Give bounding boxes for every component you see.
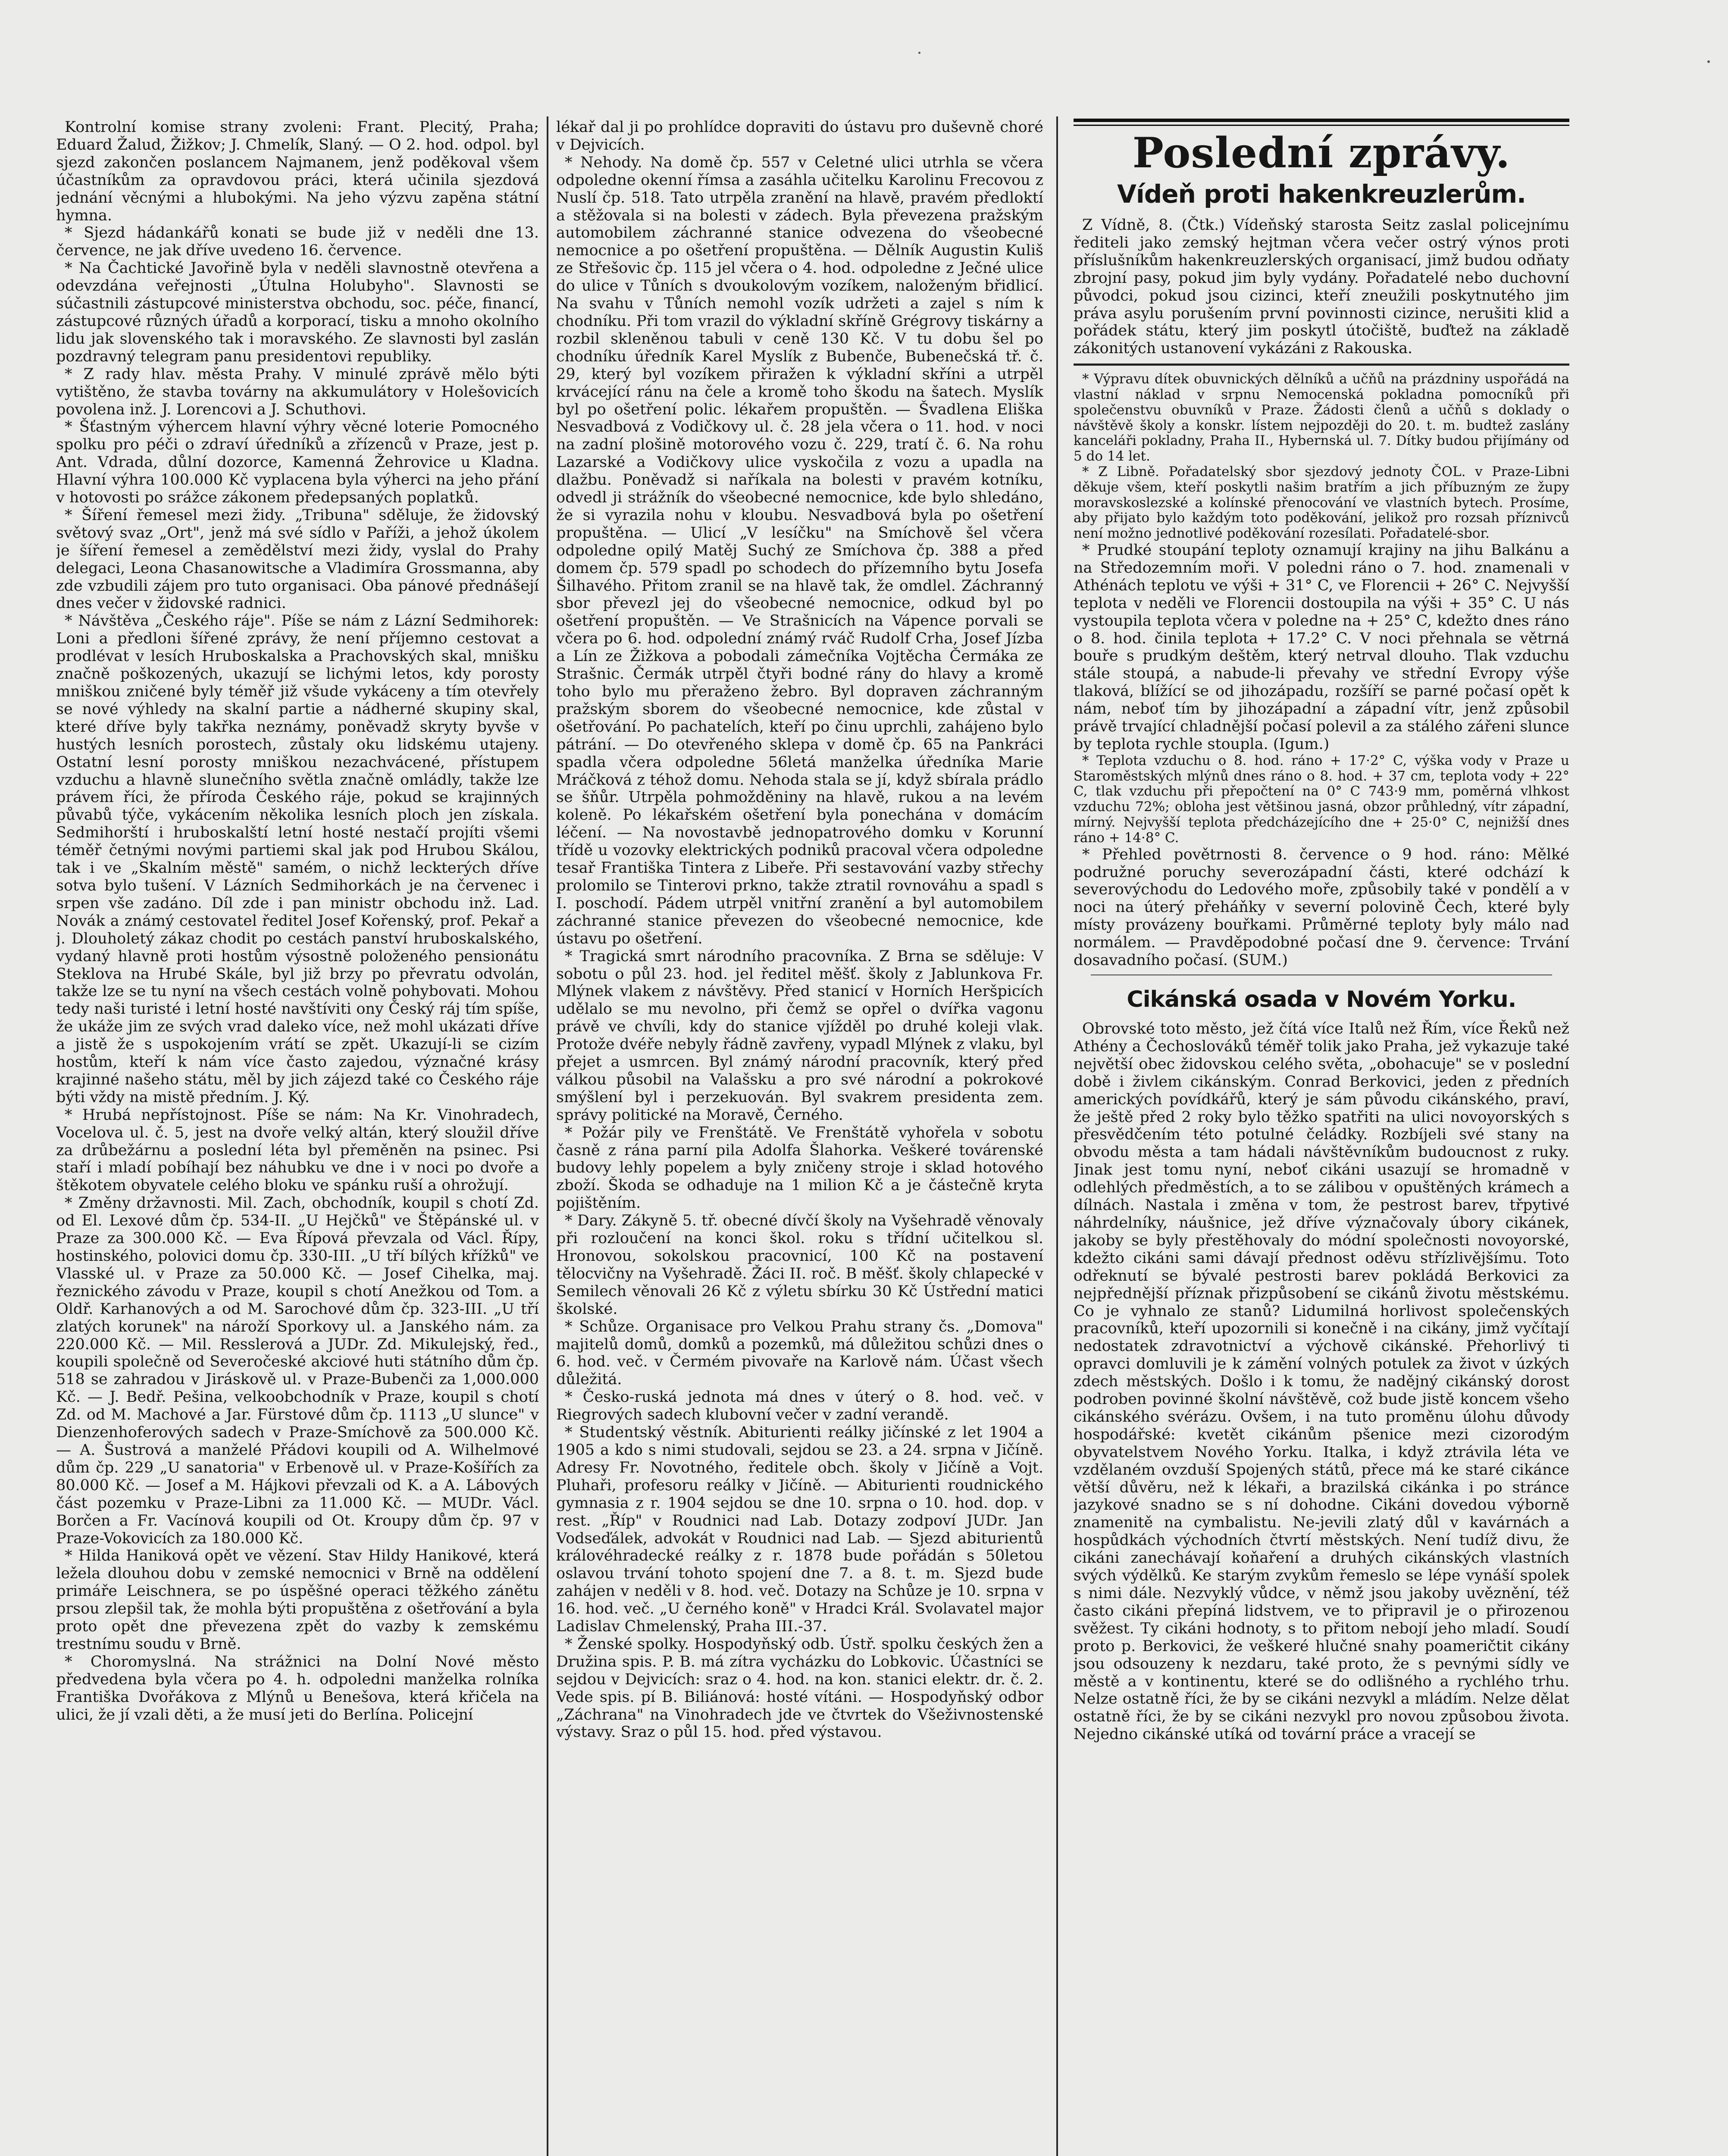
article-continued: lékař dal ji po prohlídce dopraviti do ústavu pro duševně choré v Dejvicích. bbox=[556, 119, 1043, 154]
banner-rule-thin bbox=[1074, 125, 1569, 126]
column-1 bbox=[56, 119, 539, 2156]
article-studentsky-vestnik: * Studentský věstník. Abiturienti reálky jičínské z let 1904 a 1905 a kdo s nimi studovali, sejdou se 23. a 24. srpna v Jičíně. Adresy Fr. Novotného, ředitele obch. školy v Jičíně a Vojt. Pluhaři, profesoru reálky v Jičíně. — Abiturienti roudnického gymnasia z r. 1904 sejdou se dne 10. srpna o 10. hod. dop. v rest. „Říp" v Roudnici nad Lab. Dotazy zodpoví JUDr. Jan Vodseďálek, advokát v Roudnici nad Lab. — Sjezd abiturientů královéhradecké reálky z r. 1878 bude pořádán s 50letou oslavou trvání tohoto spojení dne 7. a 8. t. m. Sjezd bude zahájen v neděli v 8. hod. več. Dotazy na Schůze je 10. srpna v 16. hod. več. „U černého koně" v Hradci Král. Svolavatel major Ladislav Chmelenský, Praha III.-37. bbox=[556, 1424, 1043, 1636]
article-hruba-neprístojnost: * Hrubá nepřístojnost. Píše se nám: Na Kr. Vinohradech, Vocelova ul. č. 5, jest na dvoře velký altán, který sloužil dříve za drůbežárnu a poslední léta byl přeměněn na psinec. Psi staří i mladí pobíhají bez náhubku ve dne i v noci po dvoře a štěkotem obyvatele celého bloku ve spánku ruší a ohrožují. bbox=[56, 1106, 539, 1194]
article-dary: * Dary. Zákyně 5. tř. obecné dívčí školy na Vyšehradě věnovaly při rozloučení na konci škol. roku s třídní učitelkou sl. Hronovou, sokolskou pracovnicí, 100 Kč na postavení tělocvičny na Vyšehradě. Žáci II. roč. B měšť. školy chlapecké v Semilech věnovali 26 Kč z výletu sbírku 30 Kč Ústřední matici školské. bbox=[556, 1212, 1043, 1318]
article-stastny-vyherce: * Šťastným výhercem hlavní výhry věcné loterie Pomocného spolku pro péči o zdraví úředníků a zřízenců v Praze, jest p. Ant. Vdrada, důlní dozorce, Kamenná Žehrovice u Kladna. Hlavní výhra 100.000 Kč vyplacena byla výherci na jeho přání v hotovosti po srážce zákonem předepsaných poplatků. bbox=[56, 418, 539, 507]
article-cachticke-javorine: * Na Čachtické Javořině byla v neděli slavnostně otevřena a odevzdána veřejnosti „Útulna Holubyho". Slavnosti se súčastnili zástupcové ministerstva obchodu, soc. péče, financí, zástupcové různých úřadů a korporací, tisku a mnoho okolního lidu jak slovenského tak i moravského. Ze slavnosti byl zaslán pozdravný telegram panu presidentovi republiky. bbox=[56, 260, 539, 365]
article-choromyslna: * Choromyslná. Na strážnici na Dolní Nové město předvedena byla včera po 4. h. odpoledni manželka rolníka Františka Dvořákova z Mlýnů u Benešova, která křičela na ulici, že jí vzali děti, a že musí jeti do Berlína. Policejní bbox=[56, 1653, 539, 1724]
article-cesko-ruska: * Česko-ruská jednota má dnes v úterý o 8. hod. več. v Riegrových sadech klubovní večer v zadní verandě. bbox=[556, 1388, 1043, 1424]
article-zmeny-drzebnosti: * Změny državnosti. Mil. Zach, obchodník, koupil s chotí Zd. od El. Lexové dům čp. 534-II. „U Hejčků" ve Štěpánské ul. v Praze za 300.000 Kč. — Eva Řípová převzala od Václ. Řípy, hostinského, polovici domu čp. 330-III. „U tří bílých křížků" ve Vlasské ul. v Praze za 50.000 Kč. — Josef Cihelka, maj. řeznického závodu v Praze, koupil s chotí Anežkou od Tom. a Oldř. Karhanových a od M. Sarochové dům čp. 323-III. „U tří zlatých korunek" na nároží Sporkovy ul. a Janského nám. za 220.000 Kč. — Mil. Resslerová a JUDr. Zd. Mikulejský, řed., koupili společně od Severočeské akciové huti státního dům čp. 518 se zahradou v Jiráskově ul. v Praze-Bubenči za 1,000.000 Kč. — J. Bedř. Pešina, velkoobchodník v Praze, koupil s chotí Zd. od M. Machové a Jar. Fürstové dům čp. 1113 „U slunce" v Dienzenhoferových sadech v Praze-Smíchově za 500.000 Kč. — A. Šustrová a manželé Přádovi koupili od A. Wilhelmové dům čp. 229 „U sanatoria" v Erbenově ul. v Praze-Košířích za 80.000 Kč. — Josef a M. Hájkovi převzali od K. a A. Lábových část pozemku v Praze-Libni za 11.000 Kč. — MUDr. Václ. Borčen a Fr. Vacínová koupili od Ot. Kroupy dům čp. 97 v Praze-Vokovicích za 180.000 Kč. bbox=[56, 1194, 539, 1547]
article-kontrolni-komise: Kontrolní komise strany zvoleni: Frant. Plecitý, Praha; Eduard Žalud, Žižkov; J. Chmelík, Slaný. — O 2. hod. odpol. byl sjezd zakončen poslancem Najmanem, jenž poděkoval všem účastníkům za opravdovou práci, která učinila sjezdová jednání věcnými a hlubokými. Na jeho výzvu zapěna státní hymna. bbox=[56, 119, 539, 224]
article-tragicka-smrt: * Tragická smrt národního pracovníka. Z Brna se sděluje: V sobotu o půl 23. hod. jel ředitel měšť. školy z Jablunkova Fr. Mlýnek vlakem z návštěvy. Před stanicí v Horních Heršpicích udělalo se mu nevolno, při čemž se opřel o dvířka vagonu právě ve chvíli, kdy do stanice vjížděl po druhé koleji vlak. Protože dvéře nebyly řádně zavřeny, vypadl Mlýnek z vlaku, byl přejet a usmrcen. Byl známý národní pracovník, který před válkou působil na Valašsku a pro své národní a pokrokové smýšlení byl i perzekuován. Byl svakrem presidenta zem. správy politické na Moravě, Černého. bbox=[556, 947, 1043, 1124]
section-banner: Poslední zprávy. bbox=[1132, 128, 1511, 177]
headline-cikanska-osada: Cikánská osada v Novém Yorku. bbox=[1127, 987, 1516, 1013]
article-hilda-hanikova: * Hilda Haniková opět ve vězení. Stav Hildy Hanikové, která ležela dlouhou dobu v zemské nemocnici v Brně na oddělení primáře Leischnera, se po úspěšné operaci těžkého zánětu prsou zlepšil tak, že mohla býti propuštěna z ošetřování a byla proto opět dne převezena zpět do vazby k zemskému trestnímu soudu v Brně. bbox=[56, 1547, 539, 1653]
article-sjezd-hadankaru: * Sjezd hádankářů konati se bude již v neděli dne 13. července, ne jak dříve uvedeno 16. července. bbox=[56, 224, 539, 260]
column-3 bbox=[1074, 119, 1569, 2156]
article-z-libne: * Z Libně. Pořadatelský sbor sjezdový jednoty ČOL. v Praze-Libni děkuje všem, kteří poskytli našim bratřím a jich příbuzným ze župy moravskoslezské a kolínské přenocování ve vlastních bytech. Prosíme, aby přijato bylo každým toto poděkování, jelikož pro rozsah příznivců není možno jednotlivé poděkování rozesílati. Pořadatelé-sbor. bbox=[1074, 464, 1569, 542]
article-cikanska-osada: Obrovské toto město, jež čítá více Italů než Řím, více Řeků než Athény a Čechoslováků téměř tolik jako Praha, jež vykazuje také největší obec židovskou celého světa, „obohacuje" se v poslední době i živlem cikánským. Conrad Berkovici, jeden z předních amerických povídkářů, který je sám původu cikánského, praví, že ještě před 2 roky bylo těžko spatřiti na ulici novoyorských s přesvědčením této potulné čeládky. Rozbíjeli své stany na obvodu města a tam hádali návštěvníkům budoucnost z ruky. Jinak jest tomu nyní, neboť cikáni usazují se hromadně v odlehlých předměstích, a to se zálibou v opuštěných krámech a dílnách. Nastala i změna v tom, že pestrost barev, třpytivé náhrdelníky, náušnice, jež dříve význačovaly úbory cikánek, jakoby se byly přestěhovaly do módní společnosti novoyorské, kdežto cikáni sami dávají přednost oděvu střízlivějšímu. Toto odřeknutí se bývalé pestrosti barev pokládá Berkovici za nejpřednější příznak přizpůsobení se cikánů životu městskému. Co je vyhnalo ze stanů? Lidumilná horlivost společenských pracovníků, kteří upozornili si konečně i na cikány, jimž vyčítají nedostatek zdravotnictví a výchově cikánské. Přehorlivý ti opravci domluvili je k zámění volných potulek za život v úzkých zdech městských. Došlo i k tomu, že nadějný cikánský dorost podroben povinné školní návštěvě, což bude jistě koncem všeho cikánského svérázu. Ovšem, i na tuto proměnu úlohu důvody hospodářské: kvetět cikánům pšenice mezi cizorodým obyvatelstvem Nového Yorku. Italka, i když ztrávila léta ve vzdělaném ovzduší Spojených států, přece má ke staré cikánce větší důvěru, než k lékaři, a brazilská cikánka i po stránce jazykové snadno se s ní dohodne. Cikáni dovedou výborně znamenitě na cymbalistu. Ne-jevili zlatý důl v kavárnách a hospůdkách východních čtvrtí městských. Není tudíž divu, že cikáni zanechávají koňaření a druhých cikánských vlastních svých výdělků. Ke starým zvykům řemeslo se lépe vynáší spolek s nimi dále. Nezvyklý vůdce, v němž jsou jakoby uvěznění, též často cikáni přepíná lidstvem, ve to připravil je o přirozenou svěžest. Ty cikáni hodnoty, s to přitom nebojí jeho mladí. Soudí proto p. Berkovici, že veškeré hlučné snahy poameričtit cikány jsou odsouzeny k nezdaru, také proto, že s pevnými sídly ve městě a v kontinentu, které se do odlišného a rychlého trhu. Nelze ostatně říci, že by se cikáni nezvykl a mládím. Nelze dělat ostatně říci, že by se cikáni nezvykl pro novou způsobou života. Nejedno cikánské utíká od tovární práce a vracejí se bbox=[1074, 1020, 1569, 1743]
article-viden-lead: Z Vídně, 8. (Čtk.) Vídeňský starosta Seitz zaslal policejnímu řediteli jako zemský hejtman včera večer ostrý výnos proti příslušníkům hakenkreuzlerských organisací, jimž budou odňaty zbrojní pasy, pokud jim byly vydány. Pořadatelé nebo duchovní původci, pokud jsou cizinci, kteří zneužili poskytnutého jim práva asylu porušením první povinnosti cizince, nerušiti klid a pořádek státu, který jim poskytl útočiště, buďtež na základě zákonitých ustanovení vykázáni z Rakouska. bbox=[1074, 216, 1569, 357]
article-cesky-raj: * Návštěva „Českého ráje". Píše se nám z Lázní Sedmihorek: Loni a předloni šířené zprávy, že není příjemno cestovat a prodlévat v lesích Hruboskalska a Prachovských skal, mnišku značně poškozených, ukazují se lichými letos, kdy porosty mniškou zničené byly téměř již všude vykáceny a tím otevřely se nové výhledy na skalní partie a nádherné skupiny skal, které dříve byly takřka neznámy, poněvadž skryty byvše v hustých lesních porostech, zůstaly oku lidskému utajeny. Ostatní lesní porosty mniškou nezachvácené, přístupem vzduchu a hlavně slunečního světla značně omládly, takže lze právem říci, že příroda Českého ráje, pokud se krajinných půvabů týče, vykácením několika lesních ploch jen získala. Sedmihorští i hruboskalští letní hosté nestačí projíti všemi téměř četnými novými partiemi skal jak pod Hrubou Skálou, tak i ve „Skalním městě" samém, o nichž leckterých dříve sotva bylo tušení. V Lázních Sedmihorkách je na červenec i srpen vše zadáno. Díl zde i pan ministr obchodu inž. Lad. Novák a známý cestovatel ředitel Josef Kořenský, prof. Pekař a j. Dlouholetý zákaz chodit po cestách panství hruboskalského, vydaný hlavně proti hostům výsostně položeného pensionátu Steklova na Hrubé Skále, byl již brzy po převratu odvolán, takže lze se tu nyní na všech cestách volně pohybovati. Mohou tedy naši turisté i letní hosté navštíviti ony Český ráj tím spíše, že ukáže jim ze svých vrad daleko více, než mohl ukázati dříve a jistě že s uspokojením vrátí se zpět. Ukazují-li se cizím hostům, kteří k nám více často zajedou, význačné krásy krajinné našeho státu, měl by jich zájezd také co Českého ráje býti vždy na mistě předním. J. Ký. bbox=[56, 612, 539, 1106]
article-sireni-remesel: * Šíření řemesel mezi židy. „Tribuna" sděluje, že židovský světový svaz „Ort", jenž má své sídlo v Paříži, a jehož úkolem je šíření řemesel a zemědělství mezi židy, vyslal do Prahy delegaci, Leona Chasanowitsche a Vladimíra Grossmanna, aby zde vzbudili zájem pro tuto organisaci. Oba pánové přednášejí dnes večer v židovské radnici. bbox=[56, 506, 539, 612]
article-teplota-vzduchu: * Teplota vzduchu o 8. hod. ráno + 17·2° C, výška vody v Praze u Staroměstských mlýnů dnes ráno o 8. hod. + 37 cm, teplota vody + 22° C, tlak vzduchu při přepočtení na 0° C 743·9 mm, poměrná vlhkost vzduchu 72%; obloha jest většinou jasná, obzor průhledný, vítr západní, mírný. Nejvyšší teplota předcházejícího dne + 25·0° C, nejnižší dnes ráno + 14·8° C. bbox=[1074, 752, 1569, 846]
article-rada-mesta: * Z rady hlav. města Prahy. V minulé zprávě mělo býti vytištěno, že stavba továrny na akkumulátory v Holešovicích povolena inž. J. Lorencovi a J. Schuthovi. bbox=[56, 365, 539, 418]
article-vyprava-ditek: * Výpravu dítek obuvnických dělníků a učňů na prázdniny uspořádá na vlastní náklad v srpnu Nemocenská pokladna pomocníků při společenstvu obuvníků v Praze. Žádosti členů a učňů s doklady o návštěvě školy a konskr. lístem nejpozději do 20. t. m. budtež zaslány kanceláři pokladny, Praha II., Hybernská ul. 7. Dítky budou přijímány od 5 do 14 let. bbox=[1074, 371, 1569, 464]
column-2 bbox=[556, 119, 1043, 2156]
print-speck bbox=[918, 52, 920, 54]
column-divider-1 bbox=[547, 116, 548, 2156]
banner-rule-top bbox=[1074, 119, 1569, 122]
article-prehled-povetrnosti: * Přehled povětrnosti 8. července o 9 hod. ráno: Mělké podružné poruchy severozápadní části, které odchází k severovýchodu do Ledového moře, způsobily také v pondělí a v noci na úterý přeháňky v severní polovině Čech, které byly místy provázeny bouřkami. Průměrné teploty byly málo nad normálem. — Pravděpodobné počasí dne 9. července: Trvání dosavadního počasí. (SUM.) bbox=[1074, 846, 1569, 969]
article-pozar-pily: * Požár pily ve Frenštátě. Ve Frenštátě vyhořela v sobotu časně z rána parní pila Adolfa Šlahorka. Veškeré továrenské budovy lehly popelem a byly zničeny stroje i sklad hotového zboží. Škoda se odhaduje na 1 milion Kč a je částečně kryta pojištěním. bbox=[556, 1124, 1043, 1212]
print-speck bbox=[1707, 60, 1710, 63]
separator bbox=[1074, 364, 1569, 366]
article-schuze: * Schůze. Organisace pro Velkou Prahu strany čs. „Domova" majitelů domů, domků a pozemků, má důležitou schůzi dnes o 6. hod. več. v Čermém pivovaře na Karlově nám. Účast všech důležitá. bbox=[556, 1318, 1043, 1388]
column-divider-2 bbox=[1056, 116, 1058, 2156]
article-prudke-stoupani: * Prudké stoupání teploty oznamují krajiny na jihu Balkánu a na Středozemním moři. V poledni ráno o 7. hod. znamenali v Athénách teplotu ve výši + 31° C, ve Florencii + 26° C. Nejvyšší teplota v neděli ve Florencii dostoupila na výši + 35° C. U nás vystoupila teplota včera v poledne na + 25° C, kdežto dnes ráno o 8. hod. činila teplota + 17.2° C. V noci přehnala se větrná bouře s prudkým deštěm, který netrval dlouho. Tlak vzduchu stále stoupá, a nabude-li převahy ve střední Evropy výše tlaková, blížící se od jihozápadu, rozšíří se parné počasí opět k nám, neboť tím by jihozápadní a západní vítr, jenž způsobil právě trvající chladnější počasí polevil a za stálého zářeni slunce by teplota rychle stoupla. (Igum.) bbox=[1074, 542, 1569, 753]
headline-viden: Vídeň proti hakenkreuzlerům. bbox=[1117, 179, 1526, 209]
article-nehody: * Nehody. Na domě čp. 557 v Celetné ulici utrhla se včera odpoledne okenní římsa a zasáhla učitelku Karolinu Frecovou z Nuslí čp. 518. Tato utrpěla zranění na hlavě, pravém předloktí a stěžovala si na bolesti v zádech. Byla převezena pražským automobilem záchranné stanice odvezena do všeobecné nemocnice a po ošetření propuštěna. — Dělník Augustin Kuliš ze Střešovic čp. 115 jel včera o 4. hod. odpoledne z Ječné ulice do ulice v Tůních s dvoukolovým vozíkem, naloženým břidlicí. Na svahu v Tůních nemohl vozík udržeti a zajel s ním k chodníku. Při tom vrazil do výkladní skříně Grégrovy tiskárny a rozbil skleněnou tabuli v ceně 130 Kč. V tu dobu šel po chodníku úředník Karel Myslík z Bubenče, Bubenečská tř. č. 29, který byl vozíkem přiražen k výkladní skříni a utrpěl krvácející ránu na čele a kromě toho škodu na šatech. Myslík byl po ošetření polic. lékařem propuštěn. — Švadlena Eliška Nesvadbová z Vodičkovy ul. č. 28 jela včera o 11. hod. v noci na zadní plošině motorového vozu č. 229, tratí č. 6. Na rohu Lazarské a Vodičkovy ulice vyskočila z vozu a upadla na dlažbu. Poněvadž si naříkala na bolesti v pravém kotníku, odvedl ji strážník do všeobecné nemocnice, kde bylo shledáno, že si vyrazila nohu v kloubu. Nesvadbová byla po ošetření propuštěna. — Ulicí „V lesíčku" na Smíchově šel včera odpoledne opilý Matěj Suchý ze Smíchova čp. 388 a před domem čp. 579 spadl po schodech do přízemního bytu Josefa Šilhavého. Přitom zranil se na hlavě tak, že omdlel. Záchranný sbor převezl jej do všeobecné nemocnice, odkud byl po ošetření propuštěn. — Ve Strašnicích na Vápence porvali se včera po 6. hod. odpolední známý rváč Rudolf Crha, Josef Jízba a Lín ze Žižkova a pobodali zámečníka Vojtěcha Čermáka ze Strašnic. Čermák utrpěl čtyři bodné rány do hlavy a kromě toho bylo mu přeraženo žebro. Byl dopraven záchranným pražským sborem do všeobecné nemocnice, kde zůstal v ošetřování. Po pachatelích, kteří po činu uprchli, zahájeno bylo pátrání. — Do otevřeného sklepa v domě čp. 65 na Pankráci spadla včera odpoledne 56letá manželka úředníka Marie Mráčková z téhož domu. Nehoda stala se jí, když sbírala prádlo se šňůr. Utrpěla pohmožděniny na hlavě, rukou a na levém koleně. Po lékařském ošetření byla ponechána v domácím léčení. — Na novostavbě jednopatrového domku v Korunní třídě u vozovky elektrických podniků pracoval včera odpoledne tesař Františka Tintera z Libeře. Při sestavování vazby střechy prolomilo se Tinterovi prkno, takže ztratil rovnováhu a spadl s I. poschodí. Pádem utrpěl vnitřní zranění a byl automobilem záchranné stanice převezen do všeobecné nemocnice, kde ústavu po ošetření. bbox=[556, 154, 1043, 947]
article-zenske-spolky: * Ženské spolky. Hospodyňský odb. Ústř. spolku českých žen a Družina spis. P. B. má zítra vycházku do Lobkovic. Účastníci se sejdou v Dejvicích: sraz o 4. hod. na kon. stanici elektr. dr. č. 2. Vede spis. pí B. Biliánová: hosté vítáni. — Hospodyňský odbor „Záchrana" na Vinohradech jde ve čtvrtek do Všeživnostenské výstavy. Sraz o půl 15. hod. před výstavou. bbox=[556, 1635, 1043, 1741]
